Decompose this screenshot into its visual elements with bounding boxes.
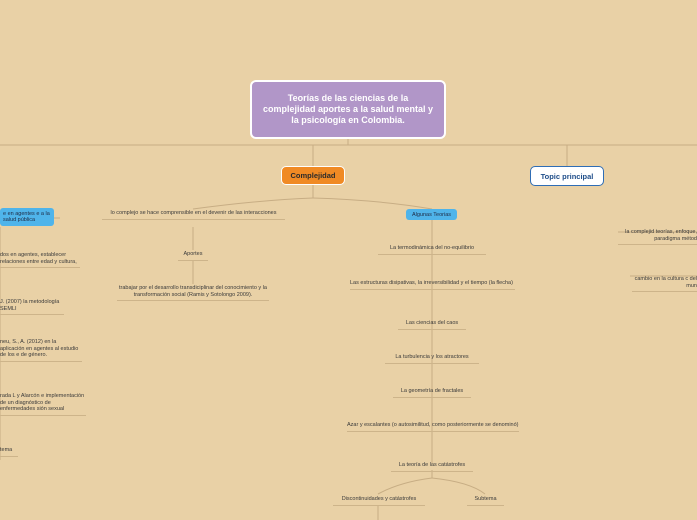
- right-branch-item[interactable]: la complejid teorías, enfoque, paradigma métod: [618, 229, 697, 245]
- topic-principal-node[interactable]: Topic principal: [530, 166, 604, 186]
- left-branch-item[interactable]: dos en agentes, establecer relaciones entre edad y cultura,: [0, 252, 80, 268]
- complejidad-definition[interactable]: lo complejo se hace comprensible en el devenir de las interacciones: [102, 210, 285, 220]
- teoria-turbulencia[interactable]: La turbulencia y los atractores: [385, 354, 479, 364]
- left-branch-item[interactable]: rada L y Alarcón e implementación de un diagnóstico de enfermedades sión sexual: [0, 393, 86, 416]
- right-branch-item[interactable]: cambio en la cultura c del mun: [632, 276, 697, 292]
- subtema-node[interactable]: Subtema: [467, 496, 504, 506]
- central-topic[interactable]: Teorías de las ciencias de la complejidad aportes a la salud mental y la psicología en Colombia.: [250, 80, 446, 139]
- left-branch-item[interactable]: neu, S., A. (2012) en la aplicación en agentes al estudio de los e de género.: [0, 339, 82, 362]
- teoria-caos[interactable]: Las ciencias del caos: [398, 320, 466, 330]
- teoria-fractales[interactable]: La geometría de fractales: [393, 388, 471, 398]
- algunas-teorias-node[interactable]: Algunas Teorias: [406, 209, 457, 220]
- aportes-detail[interactable]: trabajar por el desarrollo transdiciplinar del conocimiento y la transformación social (Ramis y Sotolongo 2009).: [117, 285, 269, 301]
- discontinuidades-node[interactable]: Discontinuidades y catástrofes: [333, 496, 425, 506]
- teoria-estructuras-disipativas[interactable]: Las estructuras disipativas, la irreversibilidad y el tiempo (la flecha): [350, 280, 515, 290]
- aportes-node[interactable]: Aportes: [178, 251, 208, 261]
- left-branch-item[interactable]: tema: [0, 447, 18, 457]
- left-branch-header[interactable]: e en agentes e a la salud pública: [0, 208, 54, 226]
- teoria-termodinamica[interactable]: La termodinámica del no-equilibrio: [378, 245, 486, 255]
- teoria-catastrofes[interactable]: La teoría de las catástrofes: [391, 462, 473, 472]
- complejidad-node[interactable]: Complejidad: [281, 166, 345, 185]
- left-branch-item[interactable]: J. (2007) la metodología SEMLI: [0, 299, 64, 315]
- teoria-azar-escalantes[interactable]: Azar y escalantes (o autosimilitud, como posteriormente se denominó): [347, 422, 519, 432]
